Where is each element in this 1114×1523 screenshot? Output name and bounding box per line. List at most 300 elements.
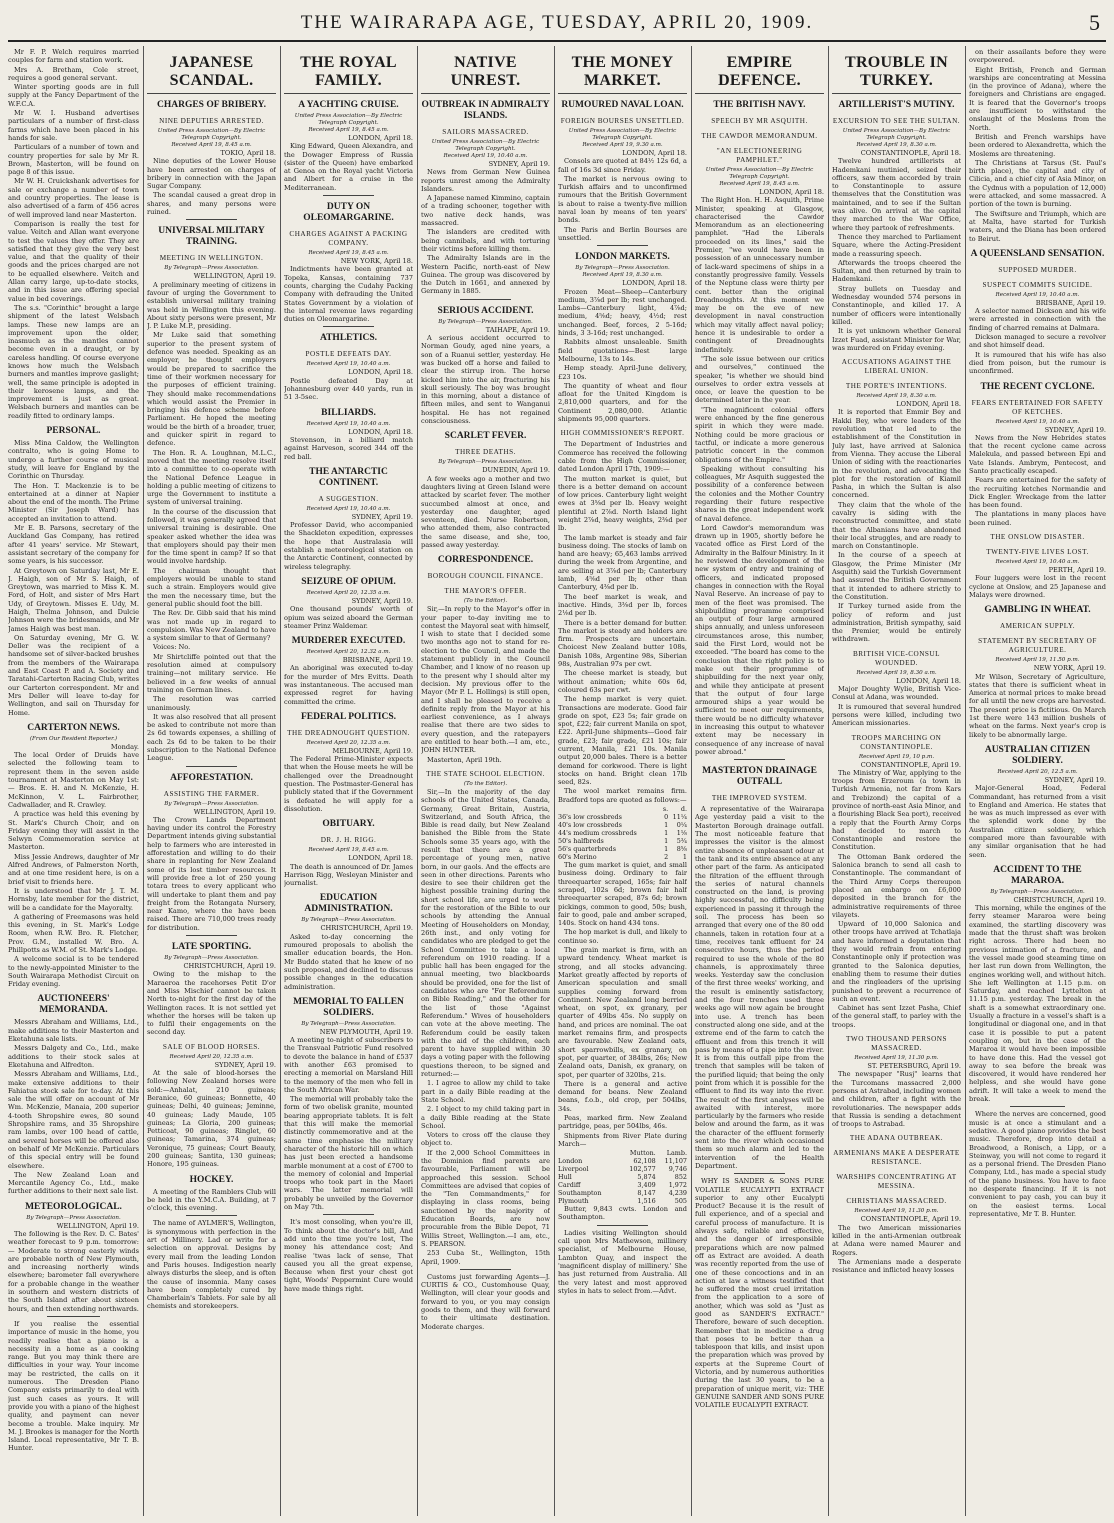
news-brief-list	[8, 48, 139, 420]
advertisement: Ladies visiting Wellington should call upon Mrs Mathewson, millinery specialist, of Melbourne House, Lambton Quay, and inspect the 'magnificent display of millinery.' She has just returned from Australia. All the very latest and most approved styles in hats to select from.—Advt.	[558, 1228, 687, 1295]
table-cell: 0¼	[676, 821, 687, 830]
paragraph: It is rumoured that his wife has also died from poison, but the rumour is unconfirmed.	[969, 350, 1106, 376]
table-cell: 0	[664, 813, 669, 822]
paragraph: It was also resolved that all present be asked to contribute not more than 2s 6d towards expenses, a shilling of each 2s 6d to be taken to be their subscription to the National Defence League.	[147, 712, 276, 763]
table-cell: Hull	[558, 1173, 572, 1182]
paragraph: A few weeks ago a mother and two daughters living at Green Island were attacked by scarlet fever. The mother succumbed almost at once, and yesterday one daughter, aged seventeen, died. Nurse Robertson, who attended them, also contracted the same disease, and she, too, passed away yesterday.	[421, 474, 550, 549]
column-5	[558, 48, 687, 1514]
table-row	[558, 1181, 687, 1189]
paragraph: Shipments from River Plate during March—	[558, 1131, 687, 1148]
advertisement: The name of AYLMER'S, Wellington, is synonymous with perfection in the art of Millinery. Lad or write for a selection on approval. Designs by every mail from the leading London and Paris houses. Indigestion nearly always disturbs the sleep, and is often the cause of insomnia. Many cases have been completely cured by Chamberlain's Tablets. For sale by all chemists and storekeepers.	[147, 1219, 276, 1311]
paragraph: At the sale of blood-horses the following New Zealand horses were sold:—Anhalat, 210 guineas; Beranice, 60 guineas; Bonnette, 40 guineas; Delhi, 40 guineas; Jeminne, 40 guineas; Lady Maude, 105 guineas; La Gloria, 200 guineas; Petticoat, 90 guineas; Ringlet, 60 guineas; Tamarina, 374 guineas; Veronique, 75 guineas; Court Beauty, 200 guineas; Santita, 130 guineas; Honore, 195 guineas.	[147, 1069, 276, 1169]
paragraph: The newspaper "Rusj" learns that the Turcomans massacred 2,000 persons at Astrabad, including women and children, after a fight with the revolutionaries. The newspaper adds that Russia is sending a detachment of troops to Astrabad.	[832, 1070, 961, 1129]
paragraph: A meeting of the Ramblers Club will be held in the Y.M.C.A. Building, at 7 o'clock, this evening.	[147, 1187, 276, 1213]
table-cell: Lamb.	[666, 1149, 687, 1158]
received-time: Received April 19, 10.40 a.m.	[306, 361, 391, 368]
paragraph: Butter, 9,843 cwts. London and Southampton.	[558, 1205, 687, 1222]
received-time: Received April 19, 10.40 a.m.	[995, 559, 1080, 566]
article-body	[832, 769, 961, 1029]
article-body	[147, 816, 276, 932]
article-body	[8, 1230, 139, 1313]
paragraph: A preliminary meeting of citizens in favour of urging the Government to establish universal military training was held in Wellington this evening. About sixty persons were present, Mr J. P. Luke M.P., presiding.	[147, 280, 276, 331]
dateline: NEW YORK, April 19.	[1033, 664, 1106, 673]
article-subheading: BRITISH VICE-CONSUL WOUNDED.	[852, 649, 941, 667]
article-subheading: NINE DEPUTIES ARRESTED.	[159, 117, 264, 125]
dateline: CHRISTCHURCH, April 19.	[320, 924, 413, 933]
article-body	[284, 377, 413, 402]
section-heading: AUCTIONEERS' MEMORANDA.	[37, 994, 110, 1016]
paragraph: Peas, marked firm. New Zealand partridge, peas, per 504lbs, 46s.	[558, 1113, 687, 1131]
byline: United Press Association—By Electric Telegraph Copyright.	[294, 113, 403, 126]
table-cell: 56's quarterbreds	[558, 845, 616, 854]
dateline: LONDON, April 18.	[896, 676, 961, 685]
table-cell: 1,516	[637, 1197, 656, 1206]
article-heading: LATE SPORTING.	[171, 942, 252, 953]
paragraph: One thousand pounds' worth of opium was seized aboard the German steamer Prinz Waldemar.	[284, 605, 413, 630]
table-cell: 5,874	[637, 1173, 656, 1182]
paragraph: The quantity of wheat and flour afloat for the United Kingdom is 2,810,000 quarters, and for the Continent 2,080,000. Atlantic shipments 95,000 quarters.	[558, 381, 687, 424]
section-heading: NATIVE UNREST.	[421, 54, 550, 94]
byline: (From Our Resident Reporter.)	[29, 735, 118, 742]
paragraph: The two American missionaries killed in the anti-Armenian outbreak at Adana were named Maurer and Rogers.	[832, 1223, 961, 1257]
paragraph: Upward of 10,000 Salonica and other troops have arrived at Tchatlaja and have informed a deputation that they would refrain from entering Constantinople only if protection was granted to the Salonica deputies, enabling them to resume their duties and the ringleaders of the uprising punished to prevent a recurrence of such an event.	[832, 920, 961, 1003]
article-heading: THE RECENT CYCLONE.	[980, 381, 1095, 392]
paragraph: A Japanese named Kimmino, captain of a trading schooner, together with two native deck hands, was massacred.	[421, 194, 550, 228]
dateline: LONDON, April 18.	[348, 427, 413, 436]
paragraph: The Department of Industries and Commerce has received the following cable from the High Commissioner, dated London April 17th, 1909:—	[558, 440, 687, 474]
article-heading: THE BRITISH NAVY.	[713, 100, 806, 110]
table-cell: d.	[680, 805, 687, 814]
article-heading: GAMBLING IN WHEAT.	[984, 605, 1091, 616]
article-body	[421, 605, 550, 764]
section-heading: PERSONAL.	[46, 426, 101, 437]
dateline: Monday.	[110, 742, 139, 751]
article-subheading: ACCUSATIONS AGAINST THE LIBERAL UNION.	[841, 358, 952, 376]
paragraph: Hemp steady. April-June delivery, £23 10s.	[558, 364, 687, 381]
paragraph: It is reported that Emmir Bey and Hakki Bey, who were leaders of the revolution that led to the establishment of the Constitution in July last, have arrived at Salonica from Vienna. They accuse the Liberal Union of siding with the reactionaries in the revolution, and advocating the plot for the restoration of Kiamil Pasha, in which the Sultan is also concerned.	[832, 408, 961, 500]
byline: By Telegraph—Press Association.	[438, 459, 533, 466]
table-cell: 50's halfbreds	[558, 837, 604, 846]
column-rule	[417, 46, 418, 1516]
paragraph: Messrs Abraham and Williams, Ltd., make additions to their Masterton and Eketahuna sale lists.	[8, 1018, 139, 1044]
article-body	[421, 334, 550, 425]
table-cell: 1	[664, 829, 669, 838]
dateline: WELLINGTON, April 19.	[193, 272, 276, 281]
paragraph: The New Zealand Loan and Mercantile Agency Co., Ltd., make further additions to their next sale list.	[8, 1170, 139, 1196]
article-heading: ARTILLERIST'S MUTINY.	[838, 100, 955, 110]
received-time: Received April 19, 8.30 a.m.	[856, 393, 937, 400]
table-row	[558, 1189, 687, 1197]
dateline: BRISBANE, April 19.	[342, 656, 413, 665]
paragraph: The memorial will probably take the form of two obelisk granite, mounted bearing appropriate tablets. It is felt that this will make the memorial distinctly commemorative and at the same time emphasise the military character of the historic hill on which has just been erected a handsome marble monument at a cost of £700 to the memory of colonial and Imperial troops who took part in the Maori wars. The latter memorial will probably be unveiled by the Governor on May 7th.	[284, 1095, 413, 1212]
table-row	[558, 1197, 687, 1205]
paragraph: Thence they marched to Parliament Square, where the Acting-President made a reassuring speech.	[832, 232, 961, 258]
paragraph: News from German New Guinea reports unrest among the Admiralty Islanders.	[421, 168, 550, 193]
paragraph: They claim that the whole of the cavalry is siding with the reconstructed committee, and state that the Albanians have abandoned their local struggles, and are ready to march on Constantinople.	[832, 500, 961, 551]
article-body	[832, 408, 961, 643]
dateline: CHRISTCHURCH, April 19.	[1013, 895, 1106, 904]
article-subheading: EXCURSION TO SEE THE SULTAN.	[832, 117, 961, 125]
paragraph: The Crown Lands Department having under its control the Forestry Department intends giving substantial help to farmers who are interested in afforestation and willing to do their share in replanting for New Zealand some of its lost timber resources. It will provide free a lot of 250 young totara trees to every applicant who will undertake to plant them and pay freight from the Rotangata Nursery, near Kamo, where the have been raised. There are 710,000 trees ready for distribution.	[147, 815, 276, 932]
paragraph: In the course of a speech at Glasgow, the Prime Minister (Mr Asquith) said the Turkish Government had assured the British Government that it intended to adhere strictly to the Constitution.	[832, 551, 961, 601]
column-rule	[143, 46, 144, 1516]
dateline: WELLINGTON, April 19.	[56, 1221, 139, 1230]
dateline: WELLINGTON, April 19.	[193, 807, 276, 816]
article-body	[832, 157, 961, 352]
table-cell: 505	[674, 1197, 687, 1206]
paragraph: Speaking without consulting his colleagues, Mr Asquith suggested the possibility of a conference between the colonies and the Mother Country regarding their future respective shares in the great independent work of naval defence.	[695, 464, 824, 523]
article-subheading: SUSPECT COMMITS SUICIDE.	[982, 280, 1093, 289]
paragraph: The Hon. T. Mackenzie is to be entertained at a dinner at Napier about the end of the month. The Prime Minister (Sir Joseph Ward) has accepted an invitation to attend.	[8, 481, 139, 523]
table-cell: 3,409	[637, 1181, 656, 1190]
table-cell: 62,108	[633, 1157, 656, 1166]
table-cell: Mutton.	[629, 1149, 656, 1158]
dateline: CONSTANTINOPLE, April 18.	[860, 149, 961, 157]
dateline: SYDNEY, April 19.	[488, 160, 550, 168]
paragraph: The beef market is weak, and inactive. Hinds, 3⅜d per lb, forces 2⅛d per lb.	[558, 592, 687, 618]
paragraph: Postle defeated Day at Johannesburg over 440 yards, run in 51 3-5sec.	[284, 376, 413, 402]
article-body	[8, 1018, 139, 1195]
paragraph: 2. I object to my child taking part in a daily Bible reading at the State School.	[421, 1105, 550, 1130]
paragraph: Professor David, who accompanied the Shackleton expedition, expresses the hope that Australasia will establish a meteorological station on the Antarctic Continent, connected by wireless telegraphy.	[284, 521, 413, 571]
dateline: ST. PETERSBURG, April 19.	[867, 1062, 961, 1071]
paragraph: The Admiralty Islands are in the Western Pacific, north-east of New Guinea. The group was discovered by the Dutch in 1661, and annexed by Germany in 1885.	[421, 254, 550, 296]
dateline: CHRISTCHURCH, April 19.	[183, 962, 276, 971]
article-heading: AUSTRALIAN CITIZEN SOLDIERY.	[984, 744, 1091, 766]
article-heading: EDUCATION ADMINISTRATION.	[304, 893, 393, 915]
paragraph: Sir,—In the majority of the day schools of the United States, Canada, Germany, Great Britain, Austria, Switzerland, and South Africa, the Bible is read daily, but New Zealand banished the Bible from the State Schools some 35 years ago, with the result that there are a great percentage of young men, native born, in our gaols. And the effects are seen in other directions. Parents who desire to see their children get the highest possible training during the short school life, are urged to work for the restoration of the Bible to our schools by attending the Annual Meeting of Householders on Monday, 26th inst., and only voting for candidates who are pledged to get the School Committee to take a local referendum on 1910 reading. If a public hall has been engaged for the annual meeting, two blackboards should be provided, one for the list of candidates who are "For Referendum on Bible Reading," and the other for the list of those "Against Referendum." Wives of householders can vote at the above meeting. The Referendum could be easily taken with the aid of the children, each parent to have supplied within 30 days a voting paper with the following questions thereon, to be signed and returned:—	[421, 787, 550, 1079]
dateline: PERTH, April 19.	[1048, 566, 1106, 575]
dateline: CONSTANTINOPLE, April 19.	[860, 1215, 961, 1224]
article-heading: BILLIARDS.	[321, 407, 376, 418]
paragraph: on their assailants before they were overpowered.	[969, 48, 1106, 65]
paragraph: The Ministry of War, applying to the troops from Erzeroum (a town in Turkish Armenia, not far from Kars and Trebizond) the capital of a province of north-east Asia Minor, and a flourishing Black Sea port), received a reply that the Fourth Army Corps had decided to march to Constantinople and restore the Constitution.	[832, 768, 961, 852]
dateline: DUNEDIN, April 19.	[482, 466, 550, 475]
paragraph: A selector named Dickson and his wife were arrested in connection with the finding of charred remains at Dalmara.	[969, 307, 1106, 332]
article-body	[421, 475, 550, 550]
divider	[323, 1214, 375, 1215]
paragraph: British and French warships have been ordered to Alexandretta, which the Moslems are threatening.	[969, 132, 1106, 158]
paragraph: Mr W. I. Husband advertises particulars of a number of first-class farms which have been placed in his hands for sale.	[8, 109, 139, 142]
paragraph: A practice was held this evening by St. Mark's Church Choir, and on Friday evening they will assist in the Selwyn Commemoration service at Masterton.	[8, 810, 139, 852]
article-body	[969, 784, 1106, 859]
shipments-table	[558, 1149, 687, 1205]
paragraph: The hop market is dull, and likely to continue so.	[558, 928, 687, 945]
article-heading: SEIZURE OF OPIUM.	[301, 576, 396, 587]
newspaper-title: THE WAIRARAPA AGE, TUESDAY, APRIL 20, 1909.	[300, 12, 814, 33]
divider	[47, 1316, 99, 1317]
table-cell: 11¼	[672, 813, 687, 822]
divider	[186, 935, 238, 936]
article-body	[558, 288, 687, 424]
divider	[186, 1215, 238, 1216]
article-subheading: TWENTY-FIVE LIVES LOST.	[986, 548, 1089, 557]
paragraph: News from the New Hebrides states that the recent cyclone came across Malekula, and passed between Epi and Vate Islands. Ambrym, Pentecost, and Santo practically escaped.	[969, 433, 1106, 475]
table-cell: Southampton	[558, 1189, 602, 1198]
byline: By Telegraph—Press Association.	[301, 917, 396, 924]
article-heading: RUMOURED NAVAL LOAN.	[561, 100, 684, 110]
paragraph: Mr Shirtcliffe pointed out that the resolution aimed at compulsory training—not military service. He believed in a few weeks of annual training on German lines.	[147, 652, 276, 694]
table-cell: 1	[664, 821, 669, 830]
dateline: TAIHAPE, April 19.	[485, 325, 550, 334]
article-subheading: SALE OF BLOOD HORSES.	[162, 1042, 261, 1051]
article-heading: SERIOUS ACCIDENT.	[437, 305, 534, 316]
article-body	[284, 863, 413, 888]
paragraph: The grain market is firm, with an upward tendency. Wheat market is strong, and all stocks advancing. Market greatly affected by reports of American speculation and small supplies coming forward from Continent. New Zealand long berried wheat, on spot, ex granary, per quarter of 49lbs 45s. No supply on hand, and prices are nominal. The oat market remains firm, and prospects are favourable. New Zealand oats, short sparrowbills, ex granary, on spot, per quarter, of 384lbs, 26s; New Zealand oats, Danish, ex granary, on spot, per quarter of 320lbs, 21s.	[558, 946, 687, 1079]
table-cell: 5¾	[676, 837, 687, 846]
dateline: NEW PLYMOUTH, April 19.	[319, 1027, 413, 1036]
paragraph: Comparison is really the test for value. Veitch and Allan want everyone to test the values they offer. They are satisfied that they give the very best value, and that the quality of their goods and the prices charged are not to be equalled elsewhere. Veitch and Allan carry large, up-to-date stocks, and in this issue are offering special value in bed coverings.	[8, 219, 139, 303]
paragraph: Major Doughty Wylie, British Vice-Consul at Adana, was wounded.	[832, 685, 961, 702]
table-cell: 102,577	[629, 1165, 656, 1174]
article-body	[558, 157, 687, 242]
paragraph: Lord Cawdor's memorandum was drawn up in 1905, shortly before he vacated office as First Lord of the Admiralty in the Balfour Ministry. In it he reviewed the development of the new system of entry and training of officers, and indicated proposed changes in connection with the Royal Naval Reserve. An increase of pay to men of the fleet was promised. The shipbuilding programme comprised an output of four large armoured ships annually, and unless unforeseen circumstances arose, this number, said the First Lord, would not be exceeded. "The board has come to the conclusion that the right policy is to make out their programme of shipbuilding for the next year only, and while they anticipate at present that the output of four large armoured ships a year would be sufficient to meet our requirements, there would be no difficulty whatever in increasing this output to whatever extent may be necessary in consequence of any increase of naval power abroad."	[695, 523, 824, 756]
paragraph: Masterton, April 19th.	[427, 755, 502, 764]
received-time: Received April 19, 8.45 a.m.	[308, 127, 389, 133]
column-rule	[280, 46, 281, 1516]
byline: By Telegraph—Press Association.	[164, 265, 259, 272]
article-body	[147, 157, 276, 216]
paragraph: The Rev. Dr. Gibb said that his mind was not made up in regard to compulsion. Was New Zealand to have a system similar to that of Germany?	[147, 609, 276, 643]
dateline: LONDON, April 18.	[759, 188, 824, 196]
article-body	[147, 281, 276, 763]
paragraph: Stray bullets on Tuesday and Wednesday wounded 574 persons in Constantinople, and killed 17. A number of officers were intentionally killed.	[832, 284, 961, 326]
divider	[734, 1173, 786, 1174]
dateline: LONDON, April 18.	[622, 149, 687, 157]
article-subheading: THE DREADNOUGHT QUESTION.	[287, 728, 410, 737]
advertisement: Where the nerves are concerned, good music is at once a stimulant and a sedative. A good piano provides the best music. Therefore, drop into detail a Broadwood, a Ronisch, a Lipp, or a Steinway, you will not come to regard it as a personal friend. The Dresden Piano Company, Ltd., has made a special study of the piano business. You have to face no desperate financing. If it is not convenient to pay cash, you can buy it on the easiest terms. Local representative, Mr T. B. Hunter.	[969, 1110, 1106, 1218]
article-subheading: CHARGES AGAINST A PACKING COMPANY.	[289, 230, 408, 248]
byline: United Press Association—By Electric Telegraph Copyright.	[705, 167, 814, 180]
table-cell: Cardiff	[558, 1181, 581, 1190]
divider	[1010, 1106, 1065, 1107]
article-subheading: THE MAYOR'S OFFER.	[444, 587, 527, 596]
paragraph: The islanders are credited with being cannibals, and with torturing their victims before killing them.	[421, 228, 550, 253]
paragraph: Voices: No.	[153, 643, 191, 652]
article-heading: FEDERAL POLITICS.	[300, 711, 397, 722]
byline: By Telegraph—Press Association.	[990, 888, 1085, 895]
article-heading: CHARGES OF BRIBERY.	[156, 100, 267, 110]
article-body	[147, 970, 276, 1036]
table-cell: 1⅛	[676, 829, 687, 838]
paragraph: The local Order of Druids have selected the following team to represent them in the seven aside tournament at Masterton on May 1st:— Bros. E. H. and N. McKenzie, H. McKinnon, V. L. Fairbrother, Cadwallader, and R. Crawley.	[8, 751, 139, 809]
article-body	[695, 196, 824, 756]
paragraph: The Christians at Tarsus (St. Paul's birth place), the capital and city of Cilicia, and a chief city of Asia Minor, on the Cydnus with a population of 12,000) were attacked, and some massacred. A portion of the town is burning.	[969, 158, 1106, 209]
paragraph: Mrs A. Bretham, Cole street, requires a good general servant.	[8, 65, 139, 82]
paragraph: Mr F. P. Welch requires married couples for farm and station work.	[8, 48, 139, 65]
masthead	[8, 6, 1106, 42]
paragraph: Mr E. B. Parsons, secretary of the Auckland Gas Company, has retired after 41 years' service. Mr Stewart, assistant secretary of the company for some years, is his successor.	[8, 524, 139, 566]
paragraph: The scandal caused a great drop in shares, and many persons were ruined.	[147, 191, 276, 217]
column-rule	[828, 46, 829, 1516]
article-body	[558, 1205, 687, 1222]
table-cell: 44's medium crossbreds	[558, 829, 637, 838]
table-cell: 4,239	[668, 1189, 687, 1198]
paragraph: If Turkey turned aside from the policy of reform and just administration, British sympathy, said the Premier, would be entirely withdrawn.	[832, 602, 961, 644]
paragraph: Mr W. H. Cruickshank advertises for sale or exchange a number of town and country properties. The lease is also advertised of a farm of 456 acres of well improved land near Masterton.	[8, 177, 139, 219]
article-body	[284, 755, 413, 813]
article-body	[284, 605, 413, 630]
divider	[186, 766, 238, 767]
article-heading: A YACHTING CRUISE.	[298, 100, 399, 110]
paragraph: The Paris and Berlin Bourses are unsettled.	[558, 225, 687, 242]
paragraph: A meeting to-night of subscribers to the Transvaal Patriotic Fund resolved to devote the balance in hand of £537 with another £63 promised to erecting a memorial on Marsland Hill to the memory of the men who fell in the South African War.	[284, 1036, 413, 1094]
table-row	[558, 845, 687, 853]
paragraph: The death is announced of Dr. James Harrison Rigg, Wesleyan Minister and journalist.	[284, 862, 413, 888]
article-body	[421, 168, 550, 295]
byline: United Press Association—By Electric Telegraph Copyright.	[842, 128, 951, 141]
table-cell: 11,107	[664, 1157, 687, 1166]
article-subheading: A SUGGESTION.	[318, 494, 379, 503]
article-heading: OUTBREAK IN ADMIRALTY ISLANDS.	[421, 100, 550, 121]
section-heading: CARTERTON NEWS.	[27, 722, 120, 733]
paragraph: The wool market remains firm. Bradford tops are quoted as follows:—	[558, 787, 687, 804]
article-subheading: THE STATE SCHOOL ELECTION.	[426, 769, 545, 778]
paragraph: A welcome social is to be tendered to the newly-appointed Minister to the South Wairarapa Methodist Circuit on Friday evening.	[8, 955, 139, 989]
table-row	[558, 805, 687, 813]
received-time: Received April 19, 11.30 p.m.	[854, 1055, 939, 1062]
dateline: MELBOURNE, April 19.	[332, 746, 413, 755]
paragraph: There is a general and active demand for beans. New Zealand beans, f.o.b., old crop, per 504lbs, 34s.	[558, 1079, 687, 1113]
paragraph: The resolution was carried unanimously.	[147, 695, 276, 712]
paragraph: The following is the Rev. D. C. Bates' weather forecast to 9 p.m. tomorrow:— Moderate to strong easterly winds are probable north of New Plymouth, and increasing northerly winds elsewhere; barometer fall everywhere for a probable change in the weather in southern and western districts of the South Island after about sixteen hours, and then extending northwards.	[8, 1230, 139, 1313]
article-heading: MURDERER EXECUTED.	[291, 636, 406, 647]
article-body	[969, 48, 1106, 243]
article-heading: HOCKEY.	[189, 1174, 234, 1185]
dateline: LONDON, April 18.	[348, 134, 413, 142]
table-cell	[558, 1149, 619, 1157]
article-heading: SCARLET FEVER.	[444, 431, 527, 442]
paragraph: 1. I agree to allow my child to take part in a daily Bible reading at the State School.	[421, 1079, 550, 1104]
byline: United Press Association—By Electric Telegraph Copyright.	[157, 128, 266, 141]
table-cell	[558, 805, 661, 813]
section-heading: METEOROLOGICAL.	[25, 1201, 122, 1212]
byline: By Telegraph—Press Association.	[301, 1020, 396, 1027]
byline: By Telegraph—Press Association.	[164, 955, 259, 962]
table-row	[558, 837, 687, 845]
column-6	[695, 48, 824, 1514]
dateline: LONDON, April 18.	[622, 279, 687, 288]
paragraph: The market is nervous owing to Turkish affairs and to unconfirmed rumours that the British Government is about to raise a twenty-five million naval loan by means of ten years' bonds.	[558, 174, 687, 225]
paragraph: The cheese market is steady, but without animation; white 60s 6d, coloured 63s per cwt.	[558, 669, 687, 694]
article-subheading: CHRISTIANS MASSACRED.	[846, 1197, 947, 1206]
table-cell: 1	[664, 845, 669, 854]
article-body	[558, 440, 687, 804]
paragraph: The Armenians made a desperate resistance and inflicted heavy losses	[832, 1257, 961, 1275]
paragraph: Messrs Abraham and Williams, Ltd., make extensive additions to their Fahiatua stock sale for to-day. At this sale the will offer on account of Mr Wm. McKenzie, Manaia, 200 superior 4-tooth Shropshire ewes, 80 sound Shropshire rams, and 35 Shropshire ram lambs, over 100 head of cattle, and several horses will be offered also on behalf of Mr McKenzie. Particulars of this special entry will be found elsewhere.	[8, 1070, 139, 1170]
paragraph: The Swiftsure and Triumph, which are at Malta, have started for Turkish waters, and the Diana has been ordered to Beirut.	[969, 209, 1106, 243]
article-subheading: TWO THOUSAND PERSONS MASSACRED.	[846, 1035, 947, 1053]
paragraph: Consols are quoted at 84½ 12s 6d, a fall of 16s 3d since Friday.	[558, 157, 687, 174]
received-time: Received April 19, 8.30 a.m.	[582, 272, 663, 279]
divider	[597, 245, 649, 246]
received-time: Received April 19, 10.40 a.m.	[306, 420, 391, 427]
article-subheading: STATEMENT BY SECRETARY OF AGRICULTURE.	[978, 637, 1097, 655]
table-row	[558, 1165, 687, 1173]
article-body	[284, 1036, 413, 1211]
article-subheading: THE IMPROVED SYSTEM.	[711, 794, 808, 803]
dateline: CONSTANTINOPLE, April 19.	[860, 760, 961, 769]
divider	[186, 219, 238, 220]
article-body	[284, 265, 413, 323]
article-subheading: SAILORS MASSACRED.	[442, 128, 529, 136]
paragraph: The Right Hon. H. H. Asquith, Prime Minister, speaking at Glasgow, characterised the Cawdor Memorandum as an electioneering pamphlet. "Had the Liberals proceeded on its lines," said the Premier, "we would have been in possession of an unnecessary number of lack-ward specimens of ships in a constantly progressive family. Vessels of the Neptune class were thirty per cent. better than the original Dreadnoughts. At this moment we may be on the eve of new development in naval construction which may vitally affect naval policy; hence it is undesirable to order a contingent of Dreadnoughts indefinitely.	[695, 196, 824, 354]
paragraph: Nine deputies of the Lower House have been arrested on charges of bribery in connection with the Japan Sugar Company.	[147, 157, 276, 191]
dateline: NEW YORK, April 18.	[340, 257, 413, 266]
paragraph: Eight British, French and German warships are concentrating at Messina (in the province of Adana), where the foreigners and Christians are engaged. It is feared that the Governor's troops are insufficient to withstand the onslaught of the Moslems from the North.	[969, 65, 1106, 132]
received-time: Received April 19, 11.50 p.m.	[995, 657, 1080, 664]
article-body	[421, 788, 550, 1266]
dateline: SYDNEY, April 19.	[351, 596, 413, 605]
article-subheading: HIGH COMMISSIONER'S REPORT.	[560, 429, 685, 438]
paragraph: Stevenson, in a billiard match against Harveson, scored 344 off the red ball.	[284, 435, 413, 461]
column-rule	[554, 46, 555, 1516]
dateline: LONDON, April 18.	[896, 400, 961, 409]
paragraph: A serious accident occurred to Norman Goudy, aged nine years, a son of a Ruanui settler, yesterday. He was bucked off a horse and failed to clear the stirrup iron. The horse kicked him into the air, fracturing his skull seriously. The boy was brought in this morning, about a distance of fifteen miles, and sent to Wanganui hospital. He has not regained consciousness.	[421, 334, 550, 426]
article-body	[832, 1070, 961, 1128]
article-subheading: ASSISTING THE FARMER.	[163, 789, 260, 798]
article-subheading: ARMENIANS MAKE A DESPERATE RESISTANCE.	[833, 1149, 960, 1167]
paragraph: King Edward, Queen Alexandra, and the Dowager Empress of Russia (sister of the Queen) have embarked at Genoa on the Royal yacht Victoria and Albert for a cruise in the Mediterranean.	[284, 142, 413, 192]
table-cell: 1	[682, 853, 687, 862]
column-rule	[691, 46, 692, 1516]
section-heading: TROUBLE IN TURKEY.	[832, 54, 961, 94]
article-subheading: SUPPOSED MURDER.	[998, 265, 1077, 274]
received-time: Received April 19, 8.45 a.m.	[308, 250, 389, 257]
paragraph: It is yet unknown whether General Izzet Fuad, assistant Minister for War, was murdered on Friday evening.	[832, 327, 961, 352]
paragraph: Asked to-day concerning the rumoured proposals to abolish the smaller education boards, the Hon. Mr Buddo stated that he knew of no such proposal, and declined to discuss possible changes in the education administration.	[284, 932, 413, 991]
column-rule	[965, 46, 966, 1516]
received-time: Received April 20, 12.32 a.m.	[306, 649, 391, 656]
paragraph: Owing to the mishap to the Maraeroa the racehorses Petit D'or and Miss Mischief cannot be taken North to-night for the first day of the Wellington races. It is not settled yet whether the horses will be taken up to fulfil their engagements on the second day.	[147, 970, 276, 1037]
received-time: Received April 19, 8.45 a.m.	[171, 142, 252, 148]
received-time: Received April 20, 12.35 a.m.	[306, 589, 391, 596]
article-body	[969, 307, 1106, 375]
letter-salutation: (To the Editor).	[463, 780, 508, 787]
paragraph: Afterwards the troops cheered the Sultan, and then returned by train to Hademkani.	[832, 258, 961, 284]
article-subheading: POSTLE DEFEATS DAY.	[305, 350, 392, 359]
received-time: Received April 19, 8.30 a.m.	[856, 142, 937, 148]
paragraph: Cabinet has sent Izzet Pasha, Chief of the general staff, to parley with the troops.	[832, 1004, 961, 1029]
divider	[323, 195, 375, 196]
paragraph: The chairman thought that employers would be unable to stand such a strain. Employers would give the men the necessary time, but the general public should foot the bill.	[147, 566, 276, 608]
paragraph: "The sole issue between our critics and ourselves," continued the speaker, "is whether we should bind ourselves to order extra vessels at once, or leave the question to be determined later in the year.	[695, 354, 824, 405]
article-body	[558, 861, 687, 1148]
table-row	[558, 1173, 687, 1181]
article-subheading: THREE DEATHS.	[455, 448, 516, 457]
paragraph: If the 2,000 School Committees in the Dominion find parents are favourable, Parliament will be approached this session. School Committees are advised that copies of the "Ten Commandments," for displaying in class rooms, being sanctioned by the majority of Education Boards, are now procurable from the Bible Depot, 71 Willis Street, Wellington.—I am, etc., S. PEARSON.	[421, 1148, 550, 1248]
article-body	[284, 664, 413, 705]
paragraph: Indictments have been granted at Topeka, Kansas, containing 737 counts, charging the Cudahy Packing Company with defrauding the United States Government by a violation of the internal revenue laws regarding duties on Oleomargarine.	[284, 265, 413, 324]
paragraph: Dickson managed to secure a revolver and shot himself dead.	[969, 333, 1106, 350]
paragraph: Twelve hundred artillerists at Hademkani mutinied, seized their officers, saw them accorded by train to Constantinople to assure themselves that the Constitution was maintained, and to see if the Sultan was alive. On arrival at the capital they marched to the War Office, where they partook of refreshments.	[832, 157, 961, 232]
column-2	[147, 48, 276, 1514]
article-subheading: "AN ELECTIONEERING PAMPHLET."	[716, 147, 803, 164]
dateline: TOKIO, April 18.	[220, 149, 276, 157]
received-time: Received April 20, 12.35 a.m.	[169, 1053, 254, 1060]
paragraph: The plantations in many places have been ruined.	[969, 510, 1106, 527]
paragraph: 253 Cuba St., Wellington, 15th April, 1909.	[421, 1249, 550, 1266]
article-body	[969, 434, 1106, 527]
article-subheading: THE PORTE'S INTENTIONS.	[845, 382, 948, 391]
article-subheading: FOREIGN BOURSES UNSETTLED.	[560, 117, 685, 125]
byline: By Telegraph—Press Association.	[164, 800, 259, 807]
divider	[460, 1269, 512, 1270]
advertisement: It's most consoling, when you're ill, To think about the doctor's bill, And add unto the time you're lost, The money his attendance cost; And realise 'twas lack of sense, That caused you all the great expense, Because when first your chest got tight, Woods' Peppermint Cure would have made things right.	[284, 1218, 413, 1293]
paragraph: In the course of the discussion that followed, it was generally agreed that universal training is desirable. One speaker asked whether the idea was that employers should pay their men for the time spent in camp? If so that would involve hardship.	[147, 507, 276, 566]
article-body	[969, 673, 1106, 739]
article-body	[832, 685, 961, 727]
